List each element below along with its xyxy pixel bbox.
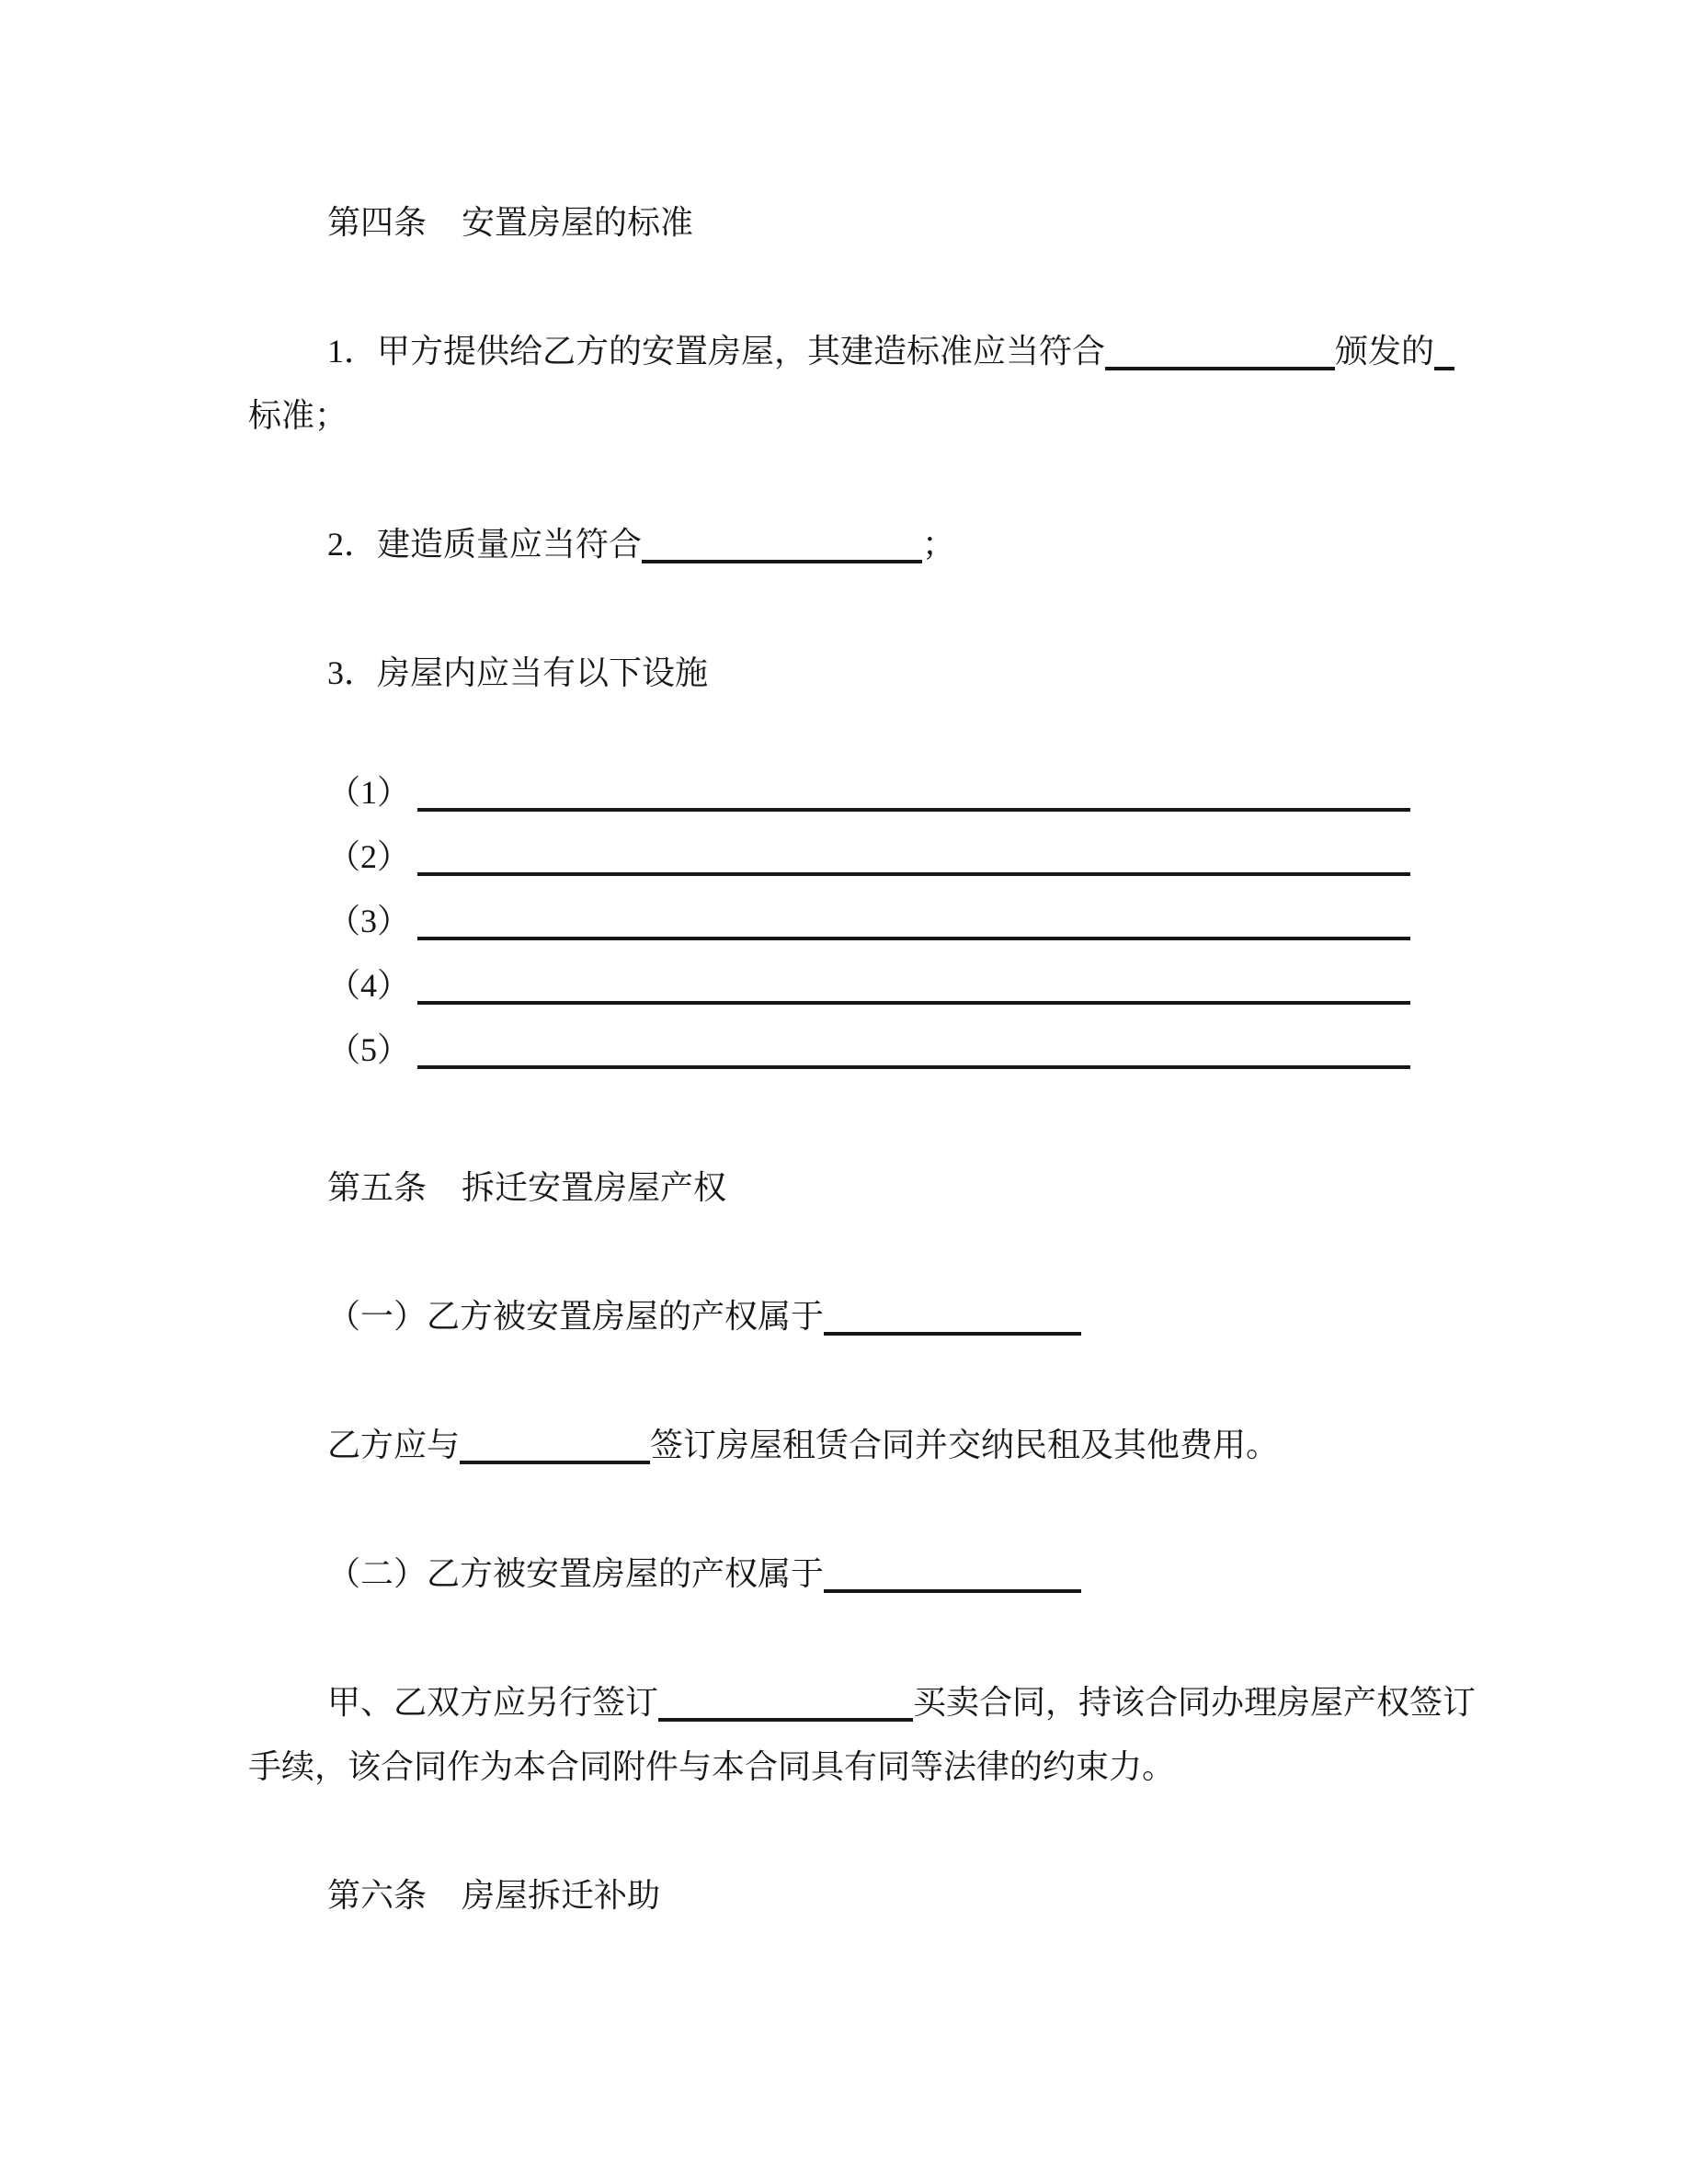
contract-body xyxy=(248,190,1477,1928)
facility-row-1 xyxy=(248,760,1462,825)
clause6-number: 第六条 xyxy=(327,1877,428,1914)
clause4-item1-line2 xyxy=(248,383,1462,448)
facility-label-1: （1） xyxy=(327,774,411,811)
clause6-heading xyxy=(248,1863,1462,1928)
clause5-number: 第五条 xyxy=(327,1169,428,1206)
facility-row-3 xyxy=(248,889,1462,953)
clause5-rental-suffix: 签订房屋租赁合同并交纳民租及其他费用。 xyxy=(650,1427,1280,1463)
facility-row-4 xyxy=(248,953,1462,1018)
clause4-heading xyxy=(248,190,1462,255)
clause4-number: 第四条 xyxy=(327,204,428,241)
clause5-heading xyxy=(248,1155,1462,1220)
clause5-rental xyxy=(248,1413,1462,1477)
clause6-title: 房屋拆迁补助 xyxy=(462,1877,661,1914)
blank-field-facility-3 xyxy=(417,926,1410,940)
blank-field-facility-4 xyxy=(417,990,1410,1005)
clause4-item2-suffix: ； xyxy=(922,526,956,563)
clause5-ownership1-text: （一）乙方被安置房屋的产权属于 xyxy=(327,1298,825,1335)
clause5-sale-line1 xyxy=(248,1670,1477,1735)
clause5-ownership2-text: （二）乙方被安置房屋的产权属于 xyxy=(327,1555,825,1592)
clause4-item3-text: 3．房屋内应当有以下设施 xyxy=(327,654,709,691)
blank-field-lessor xyxy=(460,1450,650,1464)
clause4-item2-text: 2．建造质量应当符合 xyxy=(327,526,643,563)
facility-label-2: （2） xyxy=(327,838,411,875)
blank-field-trailing xyxy=(1434,356,1454,370)
clause5-ownership1 xyxy=(248,1284,1462,1348)
clause5-title: 拆迁安置房屋产权 xyxy=(462,1169,727,1206)
clause4-item2 xyxy=(248,512,1462,576)
clause4-item1-suffix: 颁发的 xyxy=(1335,333,1435,370)
blank-field-owner-2 xyxy=(824,1578,1081,1593)
blank-field-facility-5 xyxy=(417,1054,1410,1069)
facility-row-2 xyxy=(248,825,1462,889)
clause5-sale-continuation: 手续，该合同作为本合同附件与本合同具有同等法律的约束力。 xyxy=(248,1748,1176,1785)
facility-label-5: （5） xyxy=(327,1031,411,1068)
clause5-sale-pre: 甲、乙双方应另行签订 xyxy=(327,1684,659,1721)
blank-field-standard-issuer xyxy=(1105,356,1335,370)
clause4-title: 安置房屋的标准 xyxy=(462,204,694,241)
clause5-rental-pre: 乙方应与 xyxy=(327,1427,461,1463)
blank-field-sale-contract xyxy=(658,1707,913,1722)
clause4-item1-line1 xyxy=(248,319,1462,383)
blank-field-owner-1 xyxy=(824,1321,1081,1336)
blank-field-quality-standard xyxy=(642,549,922,563)
facility-row-5 xyxy=(248,1018,1462,1082)
clause5-sale-suffix: 买卖合同，持该合同办理房屋产权签订 xyxy=(913,1684,1477,1721)
blank-field-facility-2 xyxy=(417,861,1410,876)
facility-label-3: （3） xyxy=(327,903,411,939)
clause4-item3 xyxy=(248,641,1462,705)
clause5-ownership2 xyxy=(248,1541,1462,1606)
blank-field-facility-1 xyxy=(417,797,1410,812)
clause4-item1-text: 1．甲方提供给乙方的安置房屋，其建造标准应当符合 xyxy=(327,333,1106,370)
clause5-sale-line2 xyxy=(248,1735,1462,1799)
facility-label-4: （4） xyxy=(327,967,411,1004)
clause4-item1-continuation: 标准； xyxy=(248,397,348,434)
